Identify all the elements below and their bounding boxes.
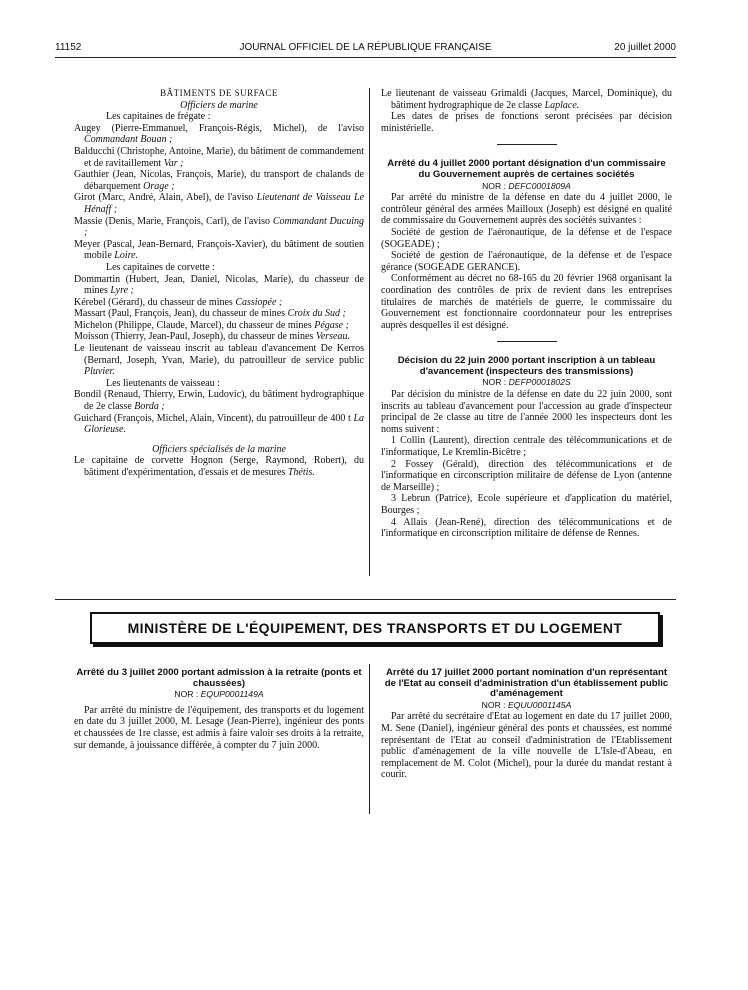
list-item: Le lieutenant de vaisseau Grimaldi (Jacques, Marcel, Dominique), du bâtiment hydrographique de 2e classe Laplace.: [381, 88, 672, 111]
right-column: [381, 88, 672, 540]
nor-reference: NOR : DEFP0001802S: [482, 377, 571, 388]
nor-reference: NOR : EQUU0001145A: [481, 699, 572, 710]
header-rule: [55, 57, 676, 58]
page-header: [55, 42, 676, 56]
paragraph: Conformément au décret no 68-165 du 20 février 1968 organisant la coordination des contrôles de prix de revient dans les entreprises titulaires de marchés de matériels de guerre, le commissaire du Gouvernement est fonctionnaire coordonnateur pour les entreprises auprès desquelles il est désigné.: [381, 273, 672, 331]
left-column: [74, 88, 364, 479]
publication-date: 20 juillet 2000: [614, 42, 676, 53]
page-number: 11152: [55, 42, 82, 53]
group-label: Les capitaines de frégate :: [106, 111, 211, 123]
subheading-officiers-specialises: Officiers spécialisés de la marine: [152, 443, 286, 455]
list-item: Bondil (Renaud, Thierry, Erwin, Ludovic), du bâtiment hydrographique de 2e classe Borda ;: [74, 389, 364, 413]
list-item: 3 Lebrun (Patrice), Ecole supérieure et d'application du matériel, Bourges ;: [381, 493, 672, 516]
list-item: Gauthier (Jean, Nicolas, François, Marie), du transport de chalands de débarquement Orage ;: [74, 169, 364, 192]
article-title: Arrêté du 4 juillet 2000 portant désignation d'un commissaire du Gouvernement auprès de certaines sociétés: [387, 158, 666, 180]
group-label: Les capitaines de corvette :: [106, 261, 215, 273]
list-item: Le capitaine de corvette Hognon (Serge, Raymond, Robert), du bâtiment d'expérimentation, d'essais et de mesures Thétis.: [74, 455, 364, 478]
separator: [497, 144, 557, 145]
list-item: Massart (Paul, François, Jean), du chasseur de mines Croix du Sud ;: [74, 308, 346, 320]
ministry-rule: [55, 599, 676, 600]
paragraph: Société de gestion de l'aéronautique, de la défense et de l'espace (SOGEADE) ;: [381, 226, 672, 250]
article-title: Arrêté du 3 juillet 2000 portant admission à la retraite (ponts et chaussées): [76, 667, 362, 689]
list-item: Michelon (Philippe, Claude, Marcel), du chasseur de mines Pégase ;: [74, 319, 349, 331]
paragraph: Par arrêté du ministre de la défense en date du 4 juillet 2000, le contrôleur général des armées Mailloux (Joseph) est désigné en qualité de commissaire du Gouvernement auprès des sociétés suivantes :: [381, 192, 672, 227]
ministry-banner: MINISTÈRE DE L'ÉQUIPEMENT, DES TRANSPORTS ET DU LOGEMENT: [90, 612, 660, 644]
list-item: Dommartin (Hubert, Jean, Daniel, Nicolas, Marie), du chasseur de mines Lyre ;: [74, 273, 364, 297]
separator: [497, 341, 557, 342]
bottom-right-article: [381, 668, 672, 781]
column-divider-upper: [369, 88, 370, 576]
journal-title: JOURNAL OFFICIEL DE LA RÉPUBLIQUE FRANÇAISE: [239, 42, 492, 53]
list-item: Augey (Pierre-Emmanuel, François-Régis, Michel), de l'aviso Commandant Bouan ;: [74, 122, 364, 146]
subheading-officiers-marine: Officiers de marine: [180, 99, 258, 111]
list-item: 4 Allais (Jean-René), direction des télécommunications et de l'informatique en circonscription militaire de défense de Rennes.: [381, 516, 672, 540]
paragraph: Par arrêté du secrétaire d'Etat au logement en date du 17 juillet 2000, M. Sene (Daniel), ingénieur général des ponts et chaussées, est nommé représentant de l'Etat au conseil d'administration de l'Etablissement public d'aménagement de la ville nouvelle de L'Isle-d'Abeau, en remplacement de M. Colot (Michel), pour la durée du mandat restant à courir.: [381, 711, 672, 781]
article-title: Arrêté du 17 juillet 2000 portant nomination d'un représentant de l'Etat au conseil d'administration d'un établissement public d'aménagement: [384, 667, 669, 700]
group-label: Les lieutenants de vaisseau :: [106, 377, 220, 389]
paragraph: Par arrêté du ministre de l'équipement, des transports et du logement en date du 3 juillet 2000, M. Lesage (Jean-Pierre), ingénieur des ponts et chaussées de 1re classe, est admis à faire valoir ses droits à la retraite, sur demande, à jouissance différée, à compter du 7 juin 2000.: [74, 704, 364, 751]
article-title: Décision du 22 juin 2000 portant inscription à un tableau d'avancement (inspecteurs des transmissions): [397, 355, 656, 377]
list-item: Meyer (Pascal, Jean-Bernard, François-Xavier), du bâtiment de soutien mobile Loire.: [74, 238, 364, 262]
list-item: Guichard (François, Michel, Alain, Vincent), du patrouilleur de 400 t La Glorieuse.: [74, 412, 364, 436]
list-item: Moisson (Thierry, Jean-Paul, Joseph), du chasseur de mines Verseau.: [74, 331, 350, 343]
column-divider-lower: [369, 664, 370, 814]
list-item: 1 Collin (Laurent), direction centrale des télécommunications et de l'informatique, Le Kremlin-Bicêtre ;: [381, 435, 672, 459]
paragraph: Les dates de prises de fonctions seront précisées par décision ministérielle.: [381, 111, 672, 134]
section-heading: BÂTIMENTS DE SURFACE: [160, 88, 278, 98]
paragraph: Par décision du ministre de la défense en date du 22 juin 2000, sont inscrits au tableau d'avancement pour l'accession au grade d'inspecteur principal de 2e classe au titre de l'année 2000 les inspecteurs dont les noms suivent :: [381, 389, 672, 435]
nor-reference: NOR : EQUP0001149A: [174, 689, 264, 700]
list-item: Girot (Marc, André, Alain, Abel), de l'aviso Lieutenant de Vaisseau Le Hénaff ;: [74, 192, 365, 215]
list-item: Kérebel (Gérard), du chasseur de mines Cassiopée ;: [74, 296, 283, 308]
list-item: Le lieutenant de vaisseau inscrit au tableau d'avancement De Kerros (Bernard, Joseph, Yvan, Marie), du patrouilleur de service public Pluvier.: [74, 343, 364, 378]
nor-reference: NOR : DEFC0001809A: [482, 180, 571, 191]
bottom-left-article: [74, 668, 364, 751]
list-item: Massie (Denis, Marie, François, Carl), de l'aviso Commandant Ducuing ;: [74, 215, 364, 239]
list-item: 2 Fossey (Gérald), direction des télécommunications et de l'informatique en circonscription militaire de défense de Lyon (antenne de Marseille) ;: [381, 458, 672, 493]
paragraph: Société de gestion de l'aéronautique, de la défense et de l'espace gérance (SOGEADE GERANCE).: [381, 250, 672, 273]
list-item: Balducchi (Christophe, Antoine, Marie), du bâtiment de commandement et de ravitaillement Var ;: [74, 145, 364, 169]
